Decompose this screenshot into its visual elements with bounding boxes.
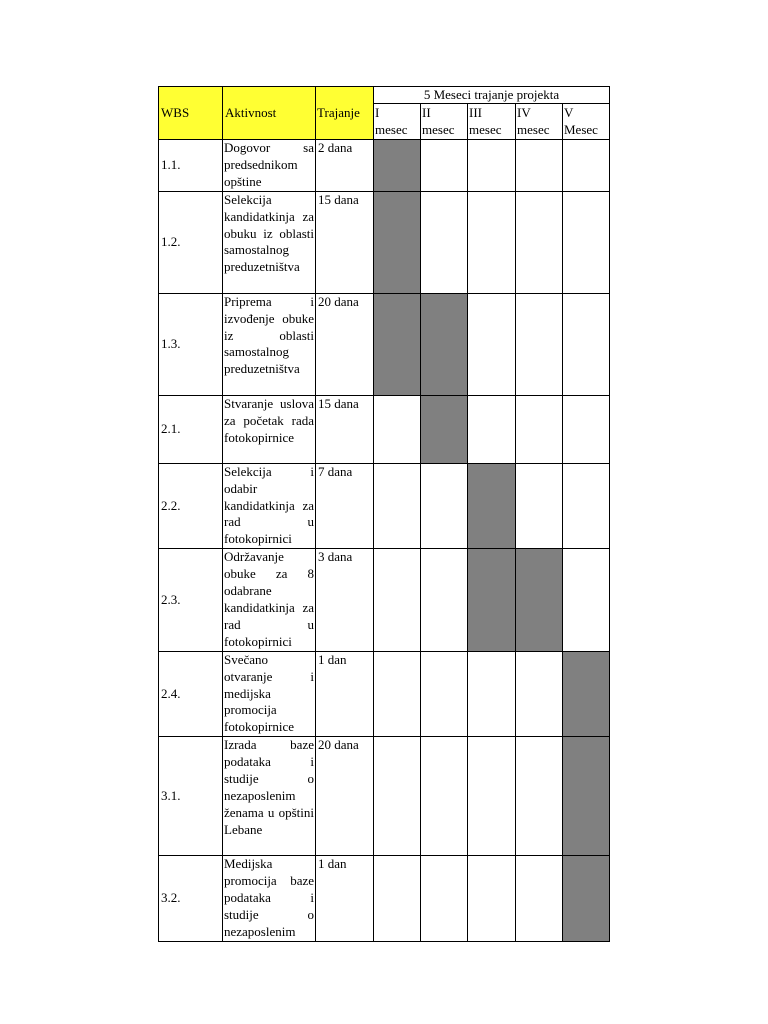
duration-cell: 1 dan — [316, 651, 374, 737]
wbs-cell: 3.1. — [159, 737, 223, 856]
timeline-cell-month-1 — [374, 737, 421, 856]
timeline-cell-month-4 — [516, 463, 563, 549]
activity-cell: Medijska promocija baze podataka i studije o nezaposlenim — [223, 856, 316, 942]
duration-cell: 20 dana — [316, 737, 374, 856]
timeline-cell-month-5 — [563, 140, 610, 192]
gantt-bar-month-3 — [468, 549, 516, 651]
timeline-cell-month-4 — [516, 140, 563, 192]
activity-cell: Dogovor sa predsednikom opštine — [223, 140, 316, 192]
timeline-cell-month-2 — [421, 549, 468, 651]
timeline-cell-month-2 — [421, 463, 468, 549]
timeline-cell-month-1 — [374, 463, 421, 549]
duration-cell: 7 dana — [316, 463, 374, 549]
activity-cell: Izrada baze podataka i studije o nezaposlenim ženama u opštini Lebane — [223, 737, 316, 856]
duration-cell: 15 dana — [316, 191, 374, 293]
gantt-bar-month-3 — [468, 463, 516, 549]
timeline-cell-month-1 — [374, 395, 421, 463]
gantt-table — [158, 86, 610, 942]
gantt-bar-month-5 — [563, 737, 610, 856]
activity-cell: Održavanje obuke za 8 odabrane kandidatkinja za rad u fotokopirnici — [223, 549, 316, 651]
gantt-bar-month-4 — [516, 549, 563, 651]
timeline-cell-month-3 — [468, 395, 516, 463]
timeline-cell-month-2 — [421, 191, 468, 293]
table-row — [159, 737, 610, 856]
activity-cell: Svečano otvaranje i medijska promocija fotokopirnice — [223, 651, 316, 737]
wbs-cell: 2.2. — [159, 463, 223, 549]
gantt-bar-month-1 — [374, 140, 421, 192]
header-month-5: V Mesec — [563, 104, 610, 140]
table-row — [159, 395, 610, 463]
wbs-cell: 2.4. — [159, 651, 223, 737]
timeline-cell-month-4 — [516, 191, 563, 293]
timeline-cell-month-2 — [421, 737, 468, 856]
timeline-cell-month-3 — [468, 737, 516, 856]
header-month-1: I mesec — [374, 104, 421, 140]
timeline-cell-month-3 — [468, 856, 516, 942]
duration-cell: 2 dana — [316, 140, 374, 192]
header-activity: Aktivnost — [223, 87, 316, 140]
table-row — [159, 856, 610, 942]
table-row — [159, 549, 610, 651]
table-row — [159, 651, 610, 737]
timeline-cell-month-4 — [516, 395, 563, 463]
wbs-cell: 1.1. — [159, 140, 223, 192]
timeline-cell-month-5 — [563, 395, 610, 463]
timeline-cell-month-2 — [421, 856, 468, 942]
table-row — [159, 191, 610, 293]
timeline-cell-month-3 — [468, 651, 516, 737]
timeline-cell-month-1 — [374, 549, 421, 651]
wbs-cell: 1.2. — [159, 191, 223, 293]
wbs-cell: 3.2. — [159, 856, 223, 942]
activity-cell: Stvaranje uslova za početak rada fotokopirnice — [223, 395, 316, 463]
header-duration: Trajanje — [316, 87, 374, 140]
header-wbs: WBS — [159, 87, 223, 140]
duration-cell: 3 dana — [316, 549, 374, 651]
gantt-bar-month-2 — [421, 395, 468, 463]
timeline-cell-month-4 — [516, 737, 563, 856]
timeline-cell-month-2 — [421, 651, 468, 737]
header-timeline: 5 Meseci trajanje projekta — [374, 87, 610, 104]
timeline-cell-month-3 — [468, 293, 516, 395]
wbs-cell: 2.1. — [159, 395, 223, 463]
duration-cell: 15 dana — [316, 395, 374, 463]
header-month-2: II mesec — [421, 104, 468, 140]
header-month-3: III mesec — [468, 104, 516, 140]
table-row — [159, 140, 610, 192]
wbs-cell: 1.3. — [159, 293, 223, 395]
timeline-cell-month-5 — [563, 549, 610, 651]
gantt-bar-month-5 — [563, 651, 610, 737]
timeline-cell-month-4 — [516, 856, 563, 942]
timeline-cell-month-5 — [563, 293, 610, 395]
table-row — [159, 463, 610, 549]
timeline-cell-month-2 — [421, 140, 468, 192]
header-month-4: IV mesec — [516, 104, 563, 140]
activity-cell: Selekcija kandidatkinja za obuku iz oblasti samostalnog preduzetništva — [223, 191, 316, 293]
timeline-cell-month-5 — [563, 191, 610, 293]
wbs-cell: 2.3. — [159, 549, 223, 651]
activity-cell: Selekcija i odabir kandidatkinja za rad u fotokopirnici — [223, 463, 316, 549]
timeline-cell-month-3 — [468, 191, 516, 293]
header-row-1 — [159, 87, 610, 104]
timeline-cell-month-4 — [516, 651, 563, 737]
gantt-bar-month-1 — [374, 191, 421, 293]
timeline-cell-month-3 — [468, 140, 516, 192]
activity-cell: Priprema i izvođenje obuke iz oblasti samostalnog preduzetništva — [223, 293, 316, 395]
timeline-cell-month-1 — [374, 651, 421, 737]
gantt-bar-month-1 — [374, 293, 421, 395]
timeline-cell-month-5 — [563, 463, 610, 549]
duration-cell: 1 dan — [316, 856, 374, 942]
timeline-cell-month-4 — [516, 293, 563, 395]
gantt-bar-month-5 — [563, 856, 610, 942]
gantt-bar-month-2 — [421, 293, 468, 395]
timeline-cell-month-1 — [374, 856, 421, 942]
duration-cell: 20 dana — [316, 293, 374, 395]
table-row — [159, 293, 610, 395]
